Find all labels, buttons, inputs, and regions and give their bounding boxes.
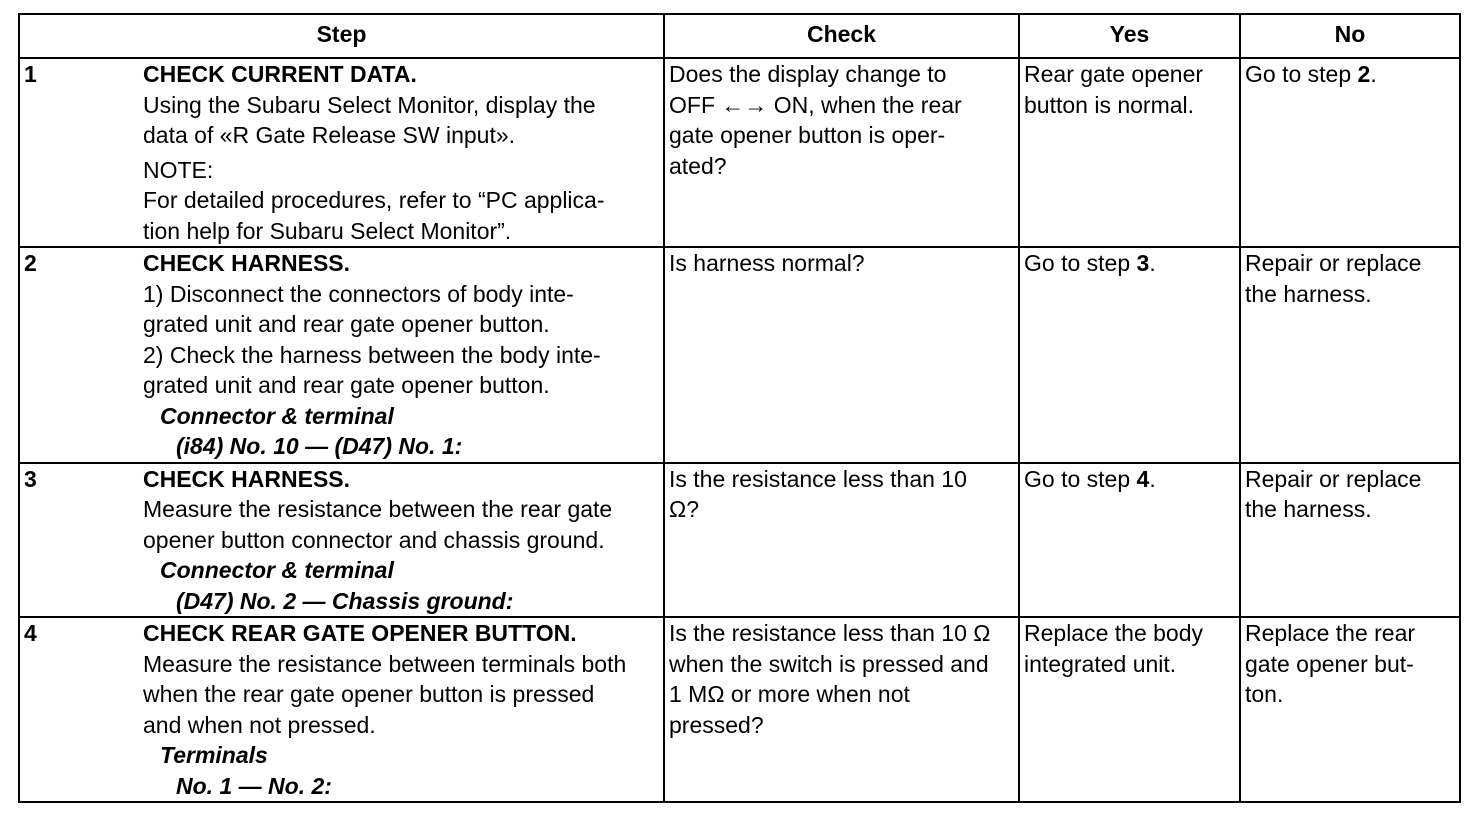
yes-cell — [1019, 247, 1240, 463]
step-text-line: 2) Check the harness between the body inte- — [143, 341, 601, 368]
connector-value: (i84) No. 10 — (D47) No. 1: — [176, 433, 463, 459]
table-row — [19, 463, 1460, 618]
step-cell — [139, 617, 664, 802]
no-text-line: ton. — [1245, 681, 1284, 707]
step-text-line: opener button connector and chassis ground. — [143, 526, 605, 553]
step-title: CHECK CURRENT DATA. — [143, 61, 417, 87]
check-text-line: ated? — [669, 152, 727, 179]
no-text-line: the harness. — [1245, 496, 1372, 522]
step-text-line: Using the Subaru Select Monitor, display the — [143, 91, 596, 118]
check-text-line: OFF ←→ ON, when the rear — [669, 91, 962, 118]
no-cell — [1240, 617, 1460, 802]
diagnostic-procedure-table — [18, 13, 1461, 803]
yes-text-line: button is normal. — [1024, 91, 1195, 118]
check-text-line: gate opener button is oper- — [669, 122, 946, 148]
connector-heading: Connector & terminal — [160, 557, 394, 583]
step-text-line: 1) Disconnect the connectors of body inte- — [143, 280, 574, 307]
check-text-line: Is the resistance less than 10 Ω — [669, 620, 991, 646]
no-text-suffix: . — [1370, 61, 1377, 87]
check-text-line: Is harness normal? — [669, 250, 865, 276]
check-text-line: Is the resistance less than 10 — [669, 465, 967, 492]
note-text-line: For detailed procedures, refer to “PC applica- — [143, 187, 605, 213]
no-step-ref: 2 — [1357, 61, 1371, 87]
yes-text-suffix: . — [1149, 250, 1156, 276]
table-row — [19, 247, 1460, 463]
table-row — [19, 617, 1460, 802]
yes-cell — [1019, 617, 1240, 802]
no-text-line: the harness. — [1245, 280, 1372, 307]
yes-step-ref: 4 — [1136, 465, 1150, 492]
check-text-line: when the switch is pressed and — [669, 650, 989, 677]
no-text-line: gate opener but- — [1245, 650, 1414, 677]
step-title: CHECK HARNESS. — [143, 465, 351, 492]
step-text-line: Measure the resistance between the rear gate — [143, 496, 613, 522]
no-text-line: Repair or replace — [1245, 250, 1422, 276]
check-cell — [664, 247, 1019, 463]
step-cell — [139, 463, 664, 618]
yes-text-line: integrated unit. — [1024, 650, 1177, 677]
step-text-line: grated unit and rear gate opener button. — [143, 372, 550, 398]
step-number: 2 — [19, 247, 139, 463]
step-title: CHECK REAR GATE OPENER BUTTON. — [143, 620, 577, 646]
check-cell — [664, 463, 1019, 618]
check-text-line: Does the display change to — [669, 61, 947, 87]
yes-text-suffix: . — [1149, 465, 1156, 492]
header-row — [19, 14, 1460, 58]
no-text-line: Repair or replace — [1245, 465, 1422, 492]
step-number: 4 — [19, 617, 139, 802]
step-title: CHECK HARNESS. — [143, 250, 351, 276]
step-text-line: grated unit and rear gate opener button. — [143, 311, 550, 337]
note-text-line: tion help for Subaru Select Monitor”. — [143, 217, 512, 244]
check-text-line: Ω? — [669, 496, 699, 522]
check-text-line: pressed? — [669, 711, 764, 738]
no-cell — [1240, 247, 1460, 463]
yes-step-ref: 3 — [1136, 250, 1150, 276]
step-text-line: when the rear gate opener button is pressed — [143, 681, 595, 707]
step-text-line: Measure the resistance between terminals both — [143, 650, 627, 677]
table-row — [19, 58, 1460, 247]
step-number: 1 — [19, 58, 139, 247]
step-text-line: and when not pressed. — [143, 711, 376, 738]
step-text-line: data of «R Gate Release SW input». — [143, 122, 516, 148]
header-yes: Yes — [1019, 14, 1240, 58]
yes-text: Go to step — [1024, 250, 1137, 276]
check-cell — [664, 58, 1019, 247]
header-check: Check — [664, 14, 1019, 58]
no-text-line: Replace the rear — [1245, 620, 1416, 646]
yes-cell — [1019, 58, 1240, 247]
terminals-heading: Terminals — [160, 742, 268, 768]
no-cell — [1240, 58, 1460, 247]
note-label: NOTE: — [143, 156, 214, 183]
header-no: No — [1240, 14, 1460, 58]
connector-value: (D47) No. 2 — Chassis ground: — [176, 587, 514, 614]
no-cell — [1240, 463, 1460, 618]
no-text: Go to step — [1245, 61, 1358, 87]
step-cell — [139, 58, 664, 247]
header-step: Step — [19, 14, 664, 58]
connector-heading: Connector & terminal — [160, 402, 394, 429]
yes-text: Go to step — [1024, 465, 1137, 492]
yes-cell — [1019, 463, 1240, 618]
yes-text-line: Rear gate opener — [1024, 61, 1204, 87]
check-cell — [664, 617, 1019, 802]
terminals-value: No. 1 — No. 2: — [176, 772, 332, 799]
check-text-line: 1 MΩ or more when not — [669, 681, 910, 707]
step-number: 3 — [19, 463, 139, 618]
yes-text-line: Replace the body — [1024, 620, 1204, 646]
step-cell — [139, 247, 664, 463]
